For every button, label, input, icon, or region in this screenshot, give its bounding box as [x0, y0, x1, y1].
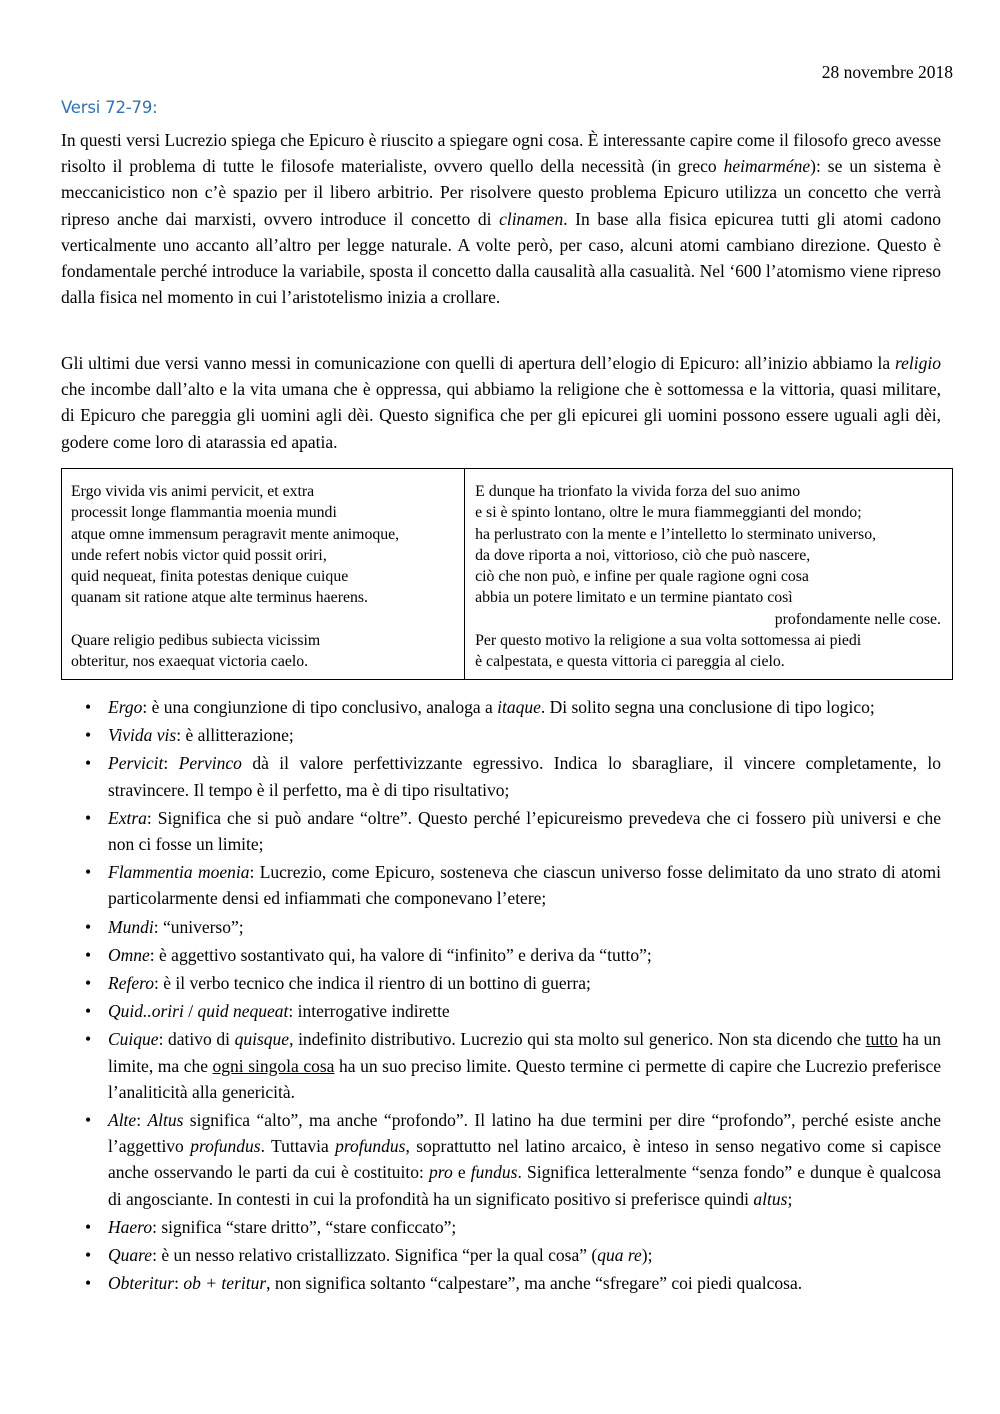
verse-line: profondamente nelle cose.	[774, 610, 941, 628]
latin-verses	[62, 469, 465, 679]
text-run: Gli ultimi due versi vanno messi in comunicazione con quelli di apertura dell’elogio di Epicuro: all’inizio abbiamo la	[61, 353, 895, 373]
bullet-icon: •	[85, 944, 92, 965]
text-run: :	[174, 1273, 184, 1294]
italic-term: Obteritur	[108, 1273, 175, 1294]
italic-term: qua re	[597, 1245, 642, 1266]
note-item	[61, 1026, 941, 1105]
italic-term: clinamen	[499, 208, 564, 229]
text-run: che incombe dall’alto e la vita umana che è oppressa, qui abbiamo la religione che è sottomessa e la vittoria, quasi militare, di Epicuro che pareggia gli uomini agli dèi. Questo significa che per gli epicurei gli uomini possono essere uguali agli dèi, godere come loro di atarassia ed apatia.	[61, 379, 941, 452]
italic-term: Alte	[108, 1110, 137, 1131]
italic-term: quisque	[234, 1029, 290, 1050]
second-paragraph	[61, 350, 941, 455]
bullet-icon: •	[85, 1110, 92, 1131]
note-item	[61, 970, 941, 996]
verse-line: è calpestata, e questa vittoria ci pareggia al cielo.	[475, 653, 785, 671]
section-heading: Versi 72-79:	[61, 98, 158, 117]
text-run: significa “alto”, ma anche “profondo”. Il latino ha due termini per dire “profondo”, perché esiste anche l’aggettivo	[108, 1110, 941, 1157]
text-run: ;	[787, 1188, 793, 1209]
italic-term: Pervinco	[178, 753, 242, 774]
italic-term: Haero	[108, 1216, 153, 1237]
text-run: ): se un sistema è meccanicistico non c’è spazio per il libero arbitrio. Per risolvere questo problema Epicuro utilizza un concetto che verrà ripreso anche dai marxisti, ovvero introduce il concetto di	[61, 156, 941, 229]
bullet-icon: •	[85, 1216, 92, 1237]
italic-term: Extra	[108, 807, 147, 828]
italic-term: ob + teritur	[183, 1273, 267, 1294]
text-run: . Di solito segna una conclusione di tipo logico;	[540, 697, 875, 717]
text-run: : Lucrezio, come Epicuro, sosteneva che ciascun universo fosse delimitato da uno strato di atomi particolarmente densi ed infiammati che componevano l’etere;	[108, 862, 941, 909]
verse-line: ha perlustrato con la mente e l’intelletto lo sterminato universo,	[475, 525, 877, 543]
verse-line: abbia un potere limitato e un termine piantato così	[475, 589, 793, 607]
text-run: : Significa che si può andare “oltre”. Questo perché l’epicureismo prevedeva che ci fossero più universi e che non ci fosse un limite;	[108, 807, 941, 855]
note-item	[61, 859, 941, 911]
note-item	[61, 914, 941, 940]
italic-term: Vivida vis	[108, 725, 177, 746]
text-run: :	[136, 1110, 148, 1131]
italic-term: Refero	[108, 973, 154, 994]
italic-term: pro	[429, 1162, 453, 1183]
text-run: : è aggettivo sostantivato qui, ha valore di “infinito” e deriva da “tutto”;	[149, 944, 652, 965]
italic-term: fundus	[470, 1162, 518, 1183]
italic-term: Cuique	[108, 1029, 159, 1050]
verse-line: quanam sit ratione atque alte terminus haerens.	[71, 589, 368, 607]
text-run: . Significa letteralmente “senza fondo” e dunque è qualcosa di angosciante. In contesti in cui la profondità ha un significato positivo si preferisce quindi	[108, 1162, 941, 1209]
verse-table	[61, 468, 953, 680]
italic-term: itaque	[497, 697, 541, 717]
bullet-icon: •	[85, 1001, 92, 1022]
document-date: 28 novembre 2018	[821, 62, 953, 82]
intro-paragraph	[61, 127, 941, 310]
verse-line: da dove riporta a noi, vittorioso, ciò che può nascere,	[475, 546, 811, 564]
text-run: . In base alla fisica epicurea tutti gli atomi cadono verticalmente uno accanto all’altro per legge naturale. A volte però, per caso, alcuni atomi cambiano direzione. Questo è fondamentale perché introduce la variabile, sposta il concetto dalla causalità alla casualità. Nel ‘600 l’atomismo viene ripreso dalla fisica nel momento in cui l’aristotelismo inizia a crollare.	[61, 208, 941, 308]
bullet-icon: •	[85, 1273, 92, 1294]
text-run: : è allitterazione;	[176, 725, 294, 746]
note-item	[61, 694, 941, 720]
italic-term: Ergo	[108, 697, 143, 717]
text-run: In questi versi Lucrezio spiega che Epicuro è riuscito a spiegare ogni cosa. È interessante capire come il filosofo greco avesse risolto il problema di tutte le filosofe materialiste, ovvero quello della necessità (in greco	[61, 130, 942, 177]
italic-term: heimarméne	[723, 156, 811, 177]
italic-term: Quare	[108, 1245, 153, 1266]
text-run: dà il valore perfettivizzante egressivo. Indica lo sbaragliare, il vincere completamente, lo stravincere. Il tempo è il perfetto, ma è di tipo risultativo;	[108, 753, 941, 800]
note-item	[61, 942, 941, 968]
verse-line: e si è spinto lontano, oltre le mura fiammeggianti del mondo;	[475, 504, 862, 522]
italic-term: Quid..oriri	[108, 1001, 184, 1022]
text-run: : è un nesso relativo cristallizzato. Significa “per la qual cosa” (	[152, 1245, 598, 1266]
verse-line: ciò che non può, e infine per quale ragione ogni cosa	[475, 568, 809, 586]
text-run: :	[163, 753, 179, 774]
text-run: ha un suo preciso limite. Questo termine ci permette di capire che Lucrezio preferisce l’analiticità alla genericità.	[108, 1055, 941, 1102]
note-item	[61, 1214, 941, 1240]
verse-line: E dunque ha trionfato la vivida forza del suo animo	[475, 483, 801, 500]
bullet-icon: •	[85, 1245, 92, 1266]
note-item	[61, 750, 941, 802]
bullet-icon: •	[85, 916, 92, 937]
verse-line: quid nequeat, finita potestas denique cuique	[71, 568, 349, 586]
text-run: . Tuttavia	[260, 1136, 336, 1157]
italic-term: profundus	[190, 1136, 261, 1157]
bullet-icon: •	[85, 753, 92, 774]
underlined-term: tutto	[865, 1029, 898, 1050]
text-run: : significa “stare dritto”, “stare conficcato”;	[152, 1216, 457, 1237]
text-run: , soprattutto nel latino arcaico, è inteso in senso negativo come si capisce anche osservando le parti da cui è costituito:	[108, 1136, 942, 1183]
note-item	[61, 805, 941, 857]
note-item	[61, 998, 941, 1024]
text-run: , indefinito distributivo. Lucrezio qui sta molto sul generico. Non sta dicendo che	[289, 1029, 866, 1050]
note-item	[61, 1242, 941, 1268]
verse-line: Ergo vivida vis animi pervicit, et extra	[71, 483, 315, 500]
italian-translation	[465, 469, 952, 679]
italic-term: Omne	[108, 944, 150, 965]
bullet-icon: •	[85, 973, 92, 994]
italic-term: Pervicit	[108, 753, 164, 774]
verse-line: Per questo motivo la religione a sua volta sottomessa ai piedi	[475, 632, 862, 650]
note-item	[61, 1270, 941, 1296]
text-run: : è il verbo tecnico che indica il rientro di un bottino di guerra;	[154, 973, 591, 994]
italic-term: profundus	[335, 1136, 406, 1157]
italic-term: Altus	[147, 1110, 184, 1131]
note-item	[61, 722, 941, 748]
bullet-icon: •	[85, 862, 92, 883]
verse-line: unde refert nobis victor quid possit oriri,	[71, 546, 327, 564]
verse-line: Quare religio pedibus subiecta vicissim	[71, 632, 321, 650]
italic-term: quid nequeat	[197, 1001, 289, 1022]
italic-term: religio	[894, 353, 941, 373]
text-run: : è una congiunzione di tipo conclusivo, analoga a	[142, 697, 498, 717]
text-run: );	[641, 1245, 653, 1266]
bullet-icon: •	[85, 697, 92, 717]
notes-list	[61, 694, 941, 1298]
text-run: : “universo”;	[153, 916, 244, 937]
italic-term: altus	[753, 1188, 788, 1209]
text-run: , non significa soltanto “calpestare”, ma anche “sfregare” coi piedi qualcosa.	[266, 1273, 803, 1294]
italic-term: Flammentia moenia	[108, 862, 250, 883]
text-run: : interrogative indirette	[288, 1001, 450, 1022]
text-run: ha un limite, ma che	[108, 1029, 941, 1076]
bullet-icon: •	[85, 1029, 92, 1050]
bullet-icon: •	[85, 725, 92, 746]
italic-term: Mundi	[108, 916, 154, 937]
text-run: /	[183, 1001, 198, 1022]
text-run: e	[452, 1162, 471, 1183]
verse-line: processit longe flammantia moenia mundi	[71, 504, 337, 522]
verse-line: atque omne immensum peragravit mente animoque,	[71, 525, 400, 543]
bullet-icon: •	[85, 807, 92, 828]
verse-line: obteritur, nos exaequat victoria caelo.	[71, 653, 309, 671]
text-run: : dativo di	[158, 1029, 235, 1050]
note-item	[61, 1107, 941, 1212]
underlined-term: ogni singola cosa	[212, 1055, 335, 1076]
verse-gap	[71, 609, 455, 630]
